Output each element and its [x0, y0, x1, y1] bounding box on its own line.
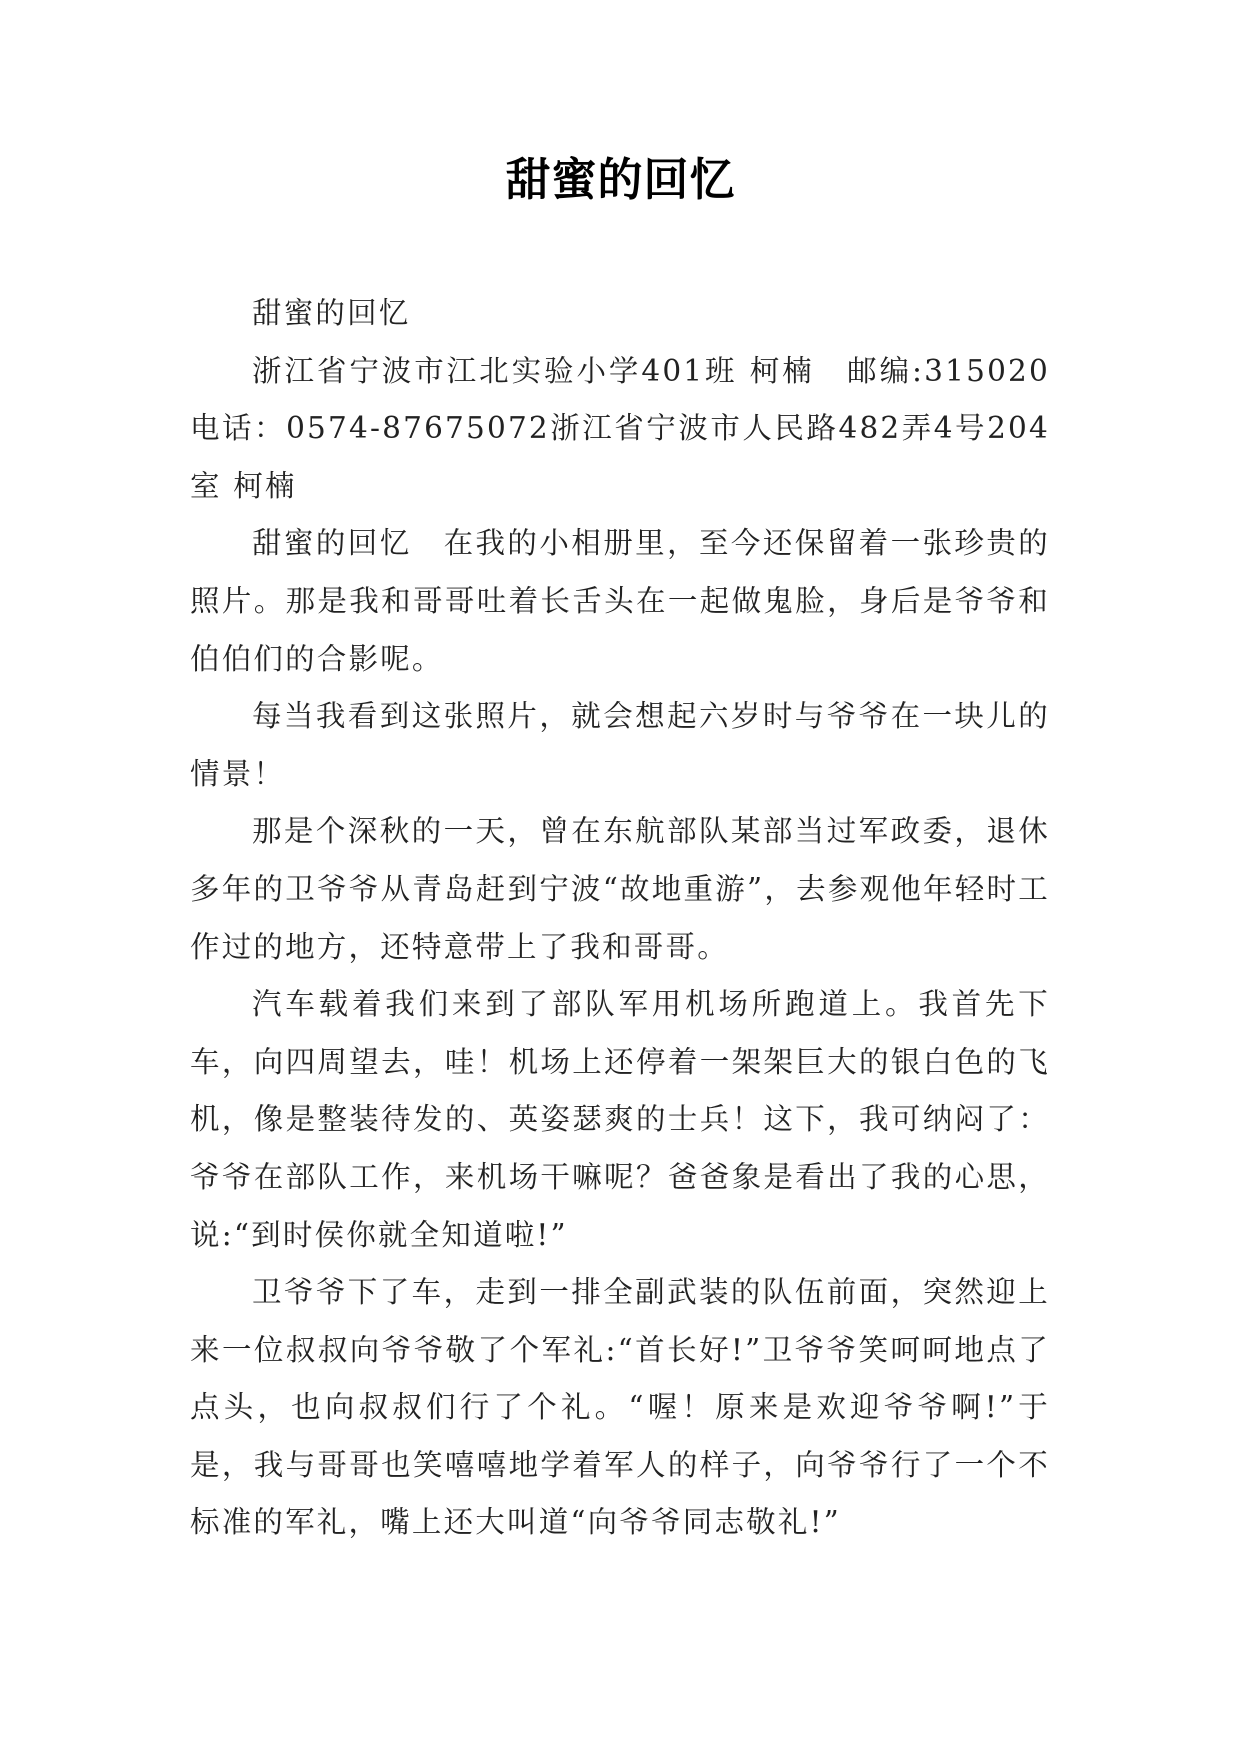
- document-title: 甜蜜的回忆: [505, 153, 736, 206]
- paragraph-photo-album: 甜蜜的回忆 在我的小相册里，至今还保留着一张珍贵的照片。那是我和哥哥吐着长舌头在一起做鬼脸，身后是爷爷和伯伯们的合影呢。: [190, 526, 1050, 676]
- paragraph-salute: 卫爷爷下了车，走到一排全副武装的队伍前面，突然迎上来一位叔叔向爷爷敬了个军礼:“首长好!”卫爷爷笑呵呵地点了点头，也向叔叔们行了个礼。“喔！原来是欢迎爷爷啊!”于是，我与哥哥也笑嘻嘻地学着军人的样子，向爷爷行了一个不标准的军礼，嘴上还大叫道“向爷爷同志敬礼!”: [190, 1275, 1050, 1540]
- paragraph-memory: 每当我看到这张照片，就会想起六岁时与爷爷在一块儿的情景！: [190, 699, 1050, 791]
- paragraph-autumn-day: 那是个深秋的一天，曾在东航部队某部当过军政委，退休多年的卫爷爷从青岛赶到宁波“故地重游”，去参观他年轻时工作过的地方，还特意带上了我和哥哥。: [190, 814, 1050, 964]
- document-body: [190, 285, 1050, 1552]
- paragraph-heading: 甜蜜的回忆: [252, 296, 411, 330]
- paragraph-airport: 汽车载着我们来到了部队军用机场所跑道上。我首先下车，向四周望去，哇！机场上还停着一架架巨大的银白色的飞机，像是整装待发的、英姿瑟爽的士兵！这下，我可纳闷了：爷爷在部队工作，来机场干嘛呢？爸爸象是看出了我的心思，说:“到时侯你就全知道啦!”: [190, 987, 1050, 1252]
- paragraph-author-info: 浙江省宁波市江北实验小学401班 柯楠 邮编:315020 电话：0574-87675072浙江省宁波市人民路482弄4号204室 柯楠: [190, 353, 1050, 503]
